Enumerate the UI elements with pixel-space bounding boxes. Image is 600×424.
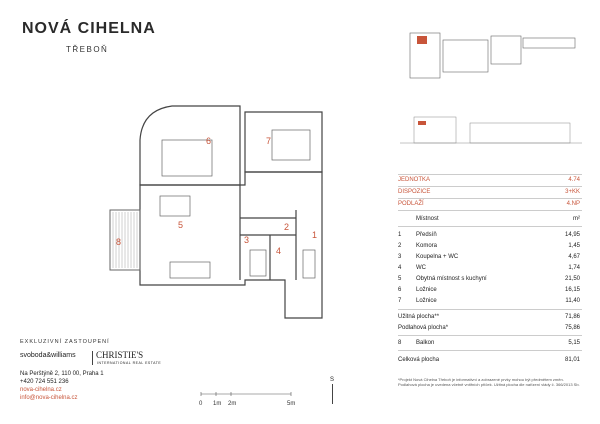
room-area: 1,45 [568,243,580,249]
rooms-header-unit: m² [573,216,580,222]
room-label-3: 3 [244,235,250,245]
room-name: Koupelna + WC [416,254,459,260]
celkova-label: Celková plocha [398,357,440,363]
room-label-4: 4 [276,246,282,256]
room-name: Komora [416,243,438,249]
room-name: Ložnice [416,298,437,304]
brand-title: NOVÁ CIHELNA [22,20,156,37]
uzitna-label: Užitná plocha** [398,314,440,320]
unit-highlight [417,36,427,44]
floor-plan [100,100,340,330]
total-row [398,355,582,366]
dispozice-value: 3+KK [565,189,580,195]
unit-info-table [398,174,582,374]
podlahova-label: Podlahová plocha* [398,325,449,331]
room-area: 11,40 [565,298,580,304]
site-plan [405,28,580,88]
contact-label: EXKLUZIVNÍ ZASTOUPENÍ [20,339,110,345]
room-label-6: 6 [206,136,212,146]
room-label-2: 2 [284,222,290,232]
room-no: 2 [398,243,402,249]
room-name: WC [416,265,426,271]
table-row [398,241,582,252]
celkova-value: 81,01 [564,357,580,363]
podlazi-value: 4.NP [566,201,580,207]
table-row [398,296,582,307]
dispozice-label: DISPOZICE [398,189,431,195]
table-row [398,263,582,274]
scale-2m: 2m [228,401,237,407]
table-row [398,338,582,349]
table-row [398,274,582,285]
phone: +420 724 551 236 [20,379,69,385]
christies-logo-sub: INTERNATIONAL REAL ESTATE [97,361,162,365]
balkon-value: 5,15 [568,340,580,346]
north-label: S [329,377,334,383]
north-arrow [328,377,336,404]
room-no: 5 [398,276,402,282]
logo-left: svoboda&williams [20,352,76,359]
brand-subtitle: TŘEBOŇ [66,45,109,54]
table-row [398,252,582,263]
room-no: 1 [398,232,402,238]
address: Na Perštýně 2, 110 00, Praha 1 [20,371,104,377]
balkon-no: 8 [398,340,402,346]
jednotka-label: JEDNOTKA [398,177,431,183]
web-link[interactable]: nova-cihelna.cz [20,387,62,393]
room-no: 6 [398,287,402,293]
scale-1m: 1m [213,401,222,407]
total-row [398,312,582,323]
room-label-5: 5 [178,220,184,230]
contact-block [20,370,104,402]
svoboda-williams-logo [20,352,76,359]
room-no: 3 [398,254,402,260]
podlazi-label: PODLAŽÍ [398,201,424,207]
room-area: 21,50 [564,276,580,282]
room-name: Ložnice [416,287,437,293]
room-area: 4,67 [568,254,580,260]
room-label-1: 1 [312,230,318,240]
room-area: 14,95 [564,232,580,238]
total-row [398,323,582,334]
room-area: 16,15 [564,287,580,293]
room-area: 1,74 [568,265,580,271]
scale-0: 0 [199,401,203,407]
scale-bar [196,392,296,412]
christies-logo: CHRISTIE'S [96,350,144,360]
logo-divider [92,351,93,365]
scale-5m: 5m [287,401,296,407]
jednotka-value: 4.74 [568,177,580,183]
balkon-label: Balkon [416,340,435,346]
room-no: 4 [398,265,402,271]
unit-highlight-elevation [418,121,426,125]
table-row [398,230,582,241]
table-row [398,285,582,296]
room-no: 7 [398,298,402,304]
room-name: Předsíň [416,232,437,238]
room-label-7: 7 [266,136,272,146]
room-label-8: 8 [116,237,122,247]
disclaimer: *Projekt Nová Cihelna Třeboň je informativní a zobrazené prvky mohou být předmětem změn. Podlahová plocha je uvedena včetně vnitřních příček. Užitná plocha dle nařízení vlády č. 366/2013 Sb. [398,377,580,387]
uzitna-value: 71,86 [564,314,580,320]
building-elevation [400,105,582,153]
room-name: Obytná místnost s kuchyní [416,276,487,282]
podlahova-value: 75,86 [564,325,580,331]
rooms-header-name: Místnost [416,216,439,222]
email-link[interactable]: info@nova-cihelna.cz [20,395,78,401]
